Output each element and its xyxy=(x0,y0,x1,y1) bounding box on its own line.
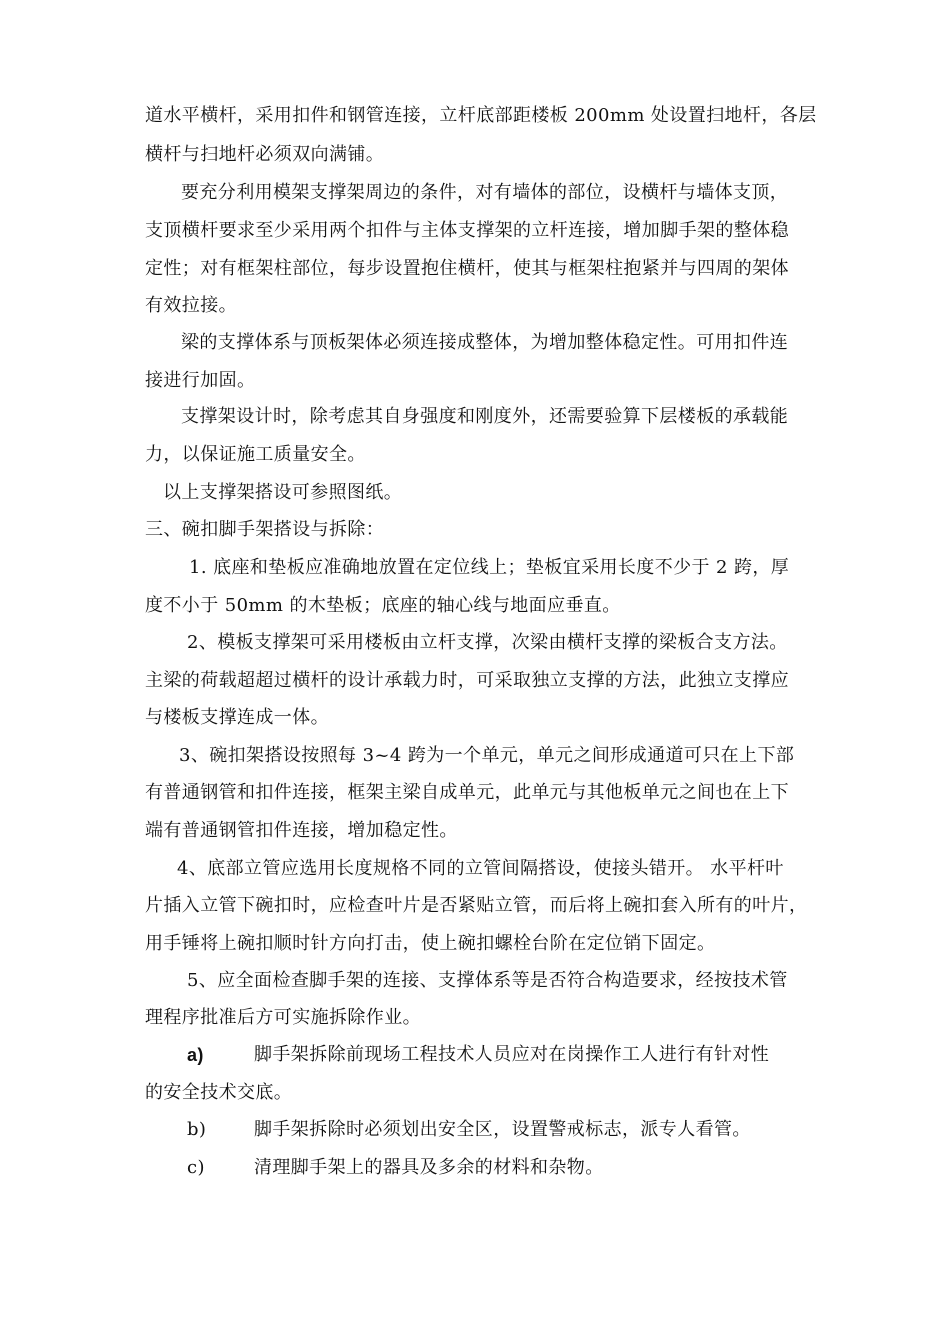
paragraph-line: 有效拉接。 xyxy=(145,295,237,316)
list-item-line: 与楼板支撑连成一体。 xyxy=(145,707,329,728)
list-item-line: 片插入立管下碗扣时，应检查叶片是否紧贴立管，而后将上碗扣套入所有的叶片， xyxy=(145,895,808,916)
paragraph-line: 要充分利用模架支撑架周边的条件，对有墙体的部位，设横杆与墙体支顶， xyxy=(181,182,789,203)
sub-item-line: 脚手架拆除前现场工程技术人员应对在岗操作工人进行有针对性 xyxy=(254,1044,770,1065)
sub-item-line: 的安全技术交底。 xyxy=(145,1082,293,1103)
paragraph-line: 梁的支撑体系与顶板架体必须连接成整体，为增加整体稳定性。可用扣件连 xyxy=(181,332,789,353)
paragraph-line: 道水平横杆，采用扣件和钢管连接，立杆底部距楼板 200mm 处设置扫地杆，各层 xyxy=(145,105,817,126)
list-item-line: 4、底部立管应选用长度规格不同的立管间隔搭设，使接头错开。 水平杆叶 xyxy=(177,858,784,879)
paragraph-line: 以上支撑架搭设可参照图纸。 xyxy=(163,482,403,503)
paragraph-line: 支顶横杆要求至少采用两个扣件与主体支撑架的立杆连接，增加脚手架的整体稳 xyxy=(145,220,789,241)
paragraph-line: 接进行加固。 xyxy=(145,370,256,391)
list-item-line: 度不小于 50mm 的木垫板；底座的轴心线与地面应垂直。 xyxy=(145,595,621,616)
sub-item-line: 脚手架拆除时必须划出安全区，设置警戒标志，派专人看管。 xyxy=(254,1119,751,1140)
list-item-line: 理程序批准后方可实施拆除作业。 xyxy=(145,1007,421,1028)
sub-item-line: 清理脚手架上的器具及多余的材料和杂物。 xyxy=(254,1157,604,1178)
sub-item-marker: c) xyxy=(187,1157,205,1178)
section-heading: 三、碗扣脚手架搭设与拆除： xyxy=(145,519,385,540)
list-item-line: 有普通钢管和扣件连接，框架主梁自成单元，此单元与其他板单元之间也在上下 xyxy=(145,782,789,803)
list-item-line: 2、模板支撑架可采用楼板由立杆支撑，次梁由横杆支撑的梁板合支方法。 xyxy=(187,632,788,653)
list-item-line: 主梁的荷载超超过横杆的设计承载力时，可采取独立支撑的方法，此独立支撑应 xyxy=(145,670,789,691)
list-item-line: 3、碗扣架搭设按照每 3~4 跨为一个单元，单元之间形成通道可只在上下部 xyxy=(179,745,795,766)
paragraph-line: 定性；对有框架柱部位，每步设置抱住横杆，使其与框架柱抱紧并与四周的架体 xyxy=(145,258,789,279)
sub-item-marker: a) xyxy=(187,1045,204,1065)
list-item-line: 5、应全面检查脚手架的连接、支撑体系等是否符合构造要求，经按技术管 xyxy=(187,970,788,991)
list-item-line: 用手锤将上碗扣顺时针方向打击，使上碗扣螺栓台阶在定位销下固定。 xyxy=(145,933,716,954)
paragraph-line: 力，以保证施工质量安全。 xyxy=(145,444,366,465)
list-item-line: 1. 底座和垫板应准确地放置在定位线上；垫板宜采用长度不少于 2 跨，厚 xyxy=(189,557,790,578)
list-item-line: 端有普通钢管扣件连接，增加稳定性。 xyxy=(145,820,458,841)
paragraph-line: 支撑架设计时，除考虑其自身强度和刚度外，还需要验算下层楼板的承载能 xyxy=(181,406,789,427)
sub-item-marker: b) xyxy=(187,1119,207,1140)
paragraph-line: 横杆与扫地杆必须双向满铺。 xyxy=(145,144,385,165)
